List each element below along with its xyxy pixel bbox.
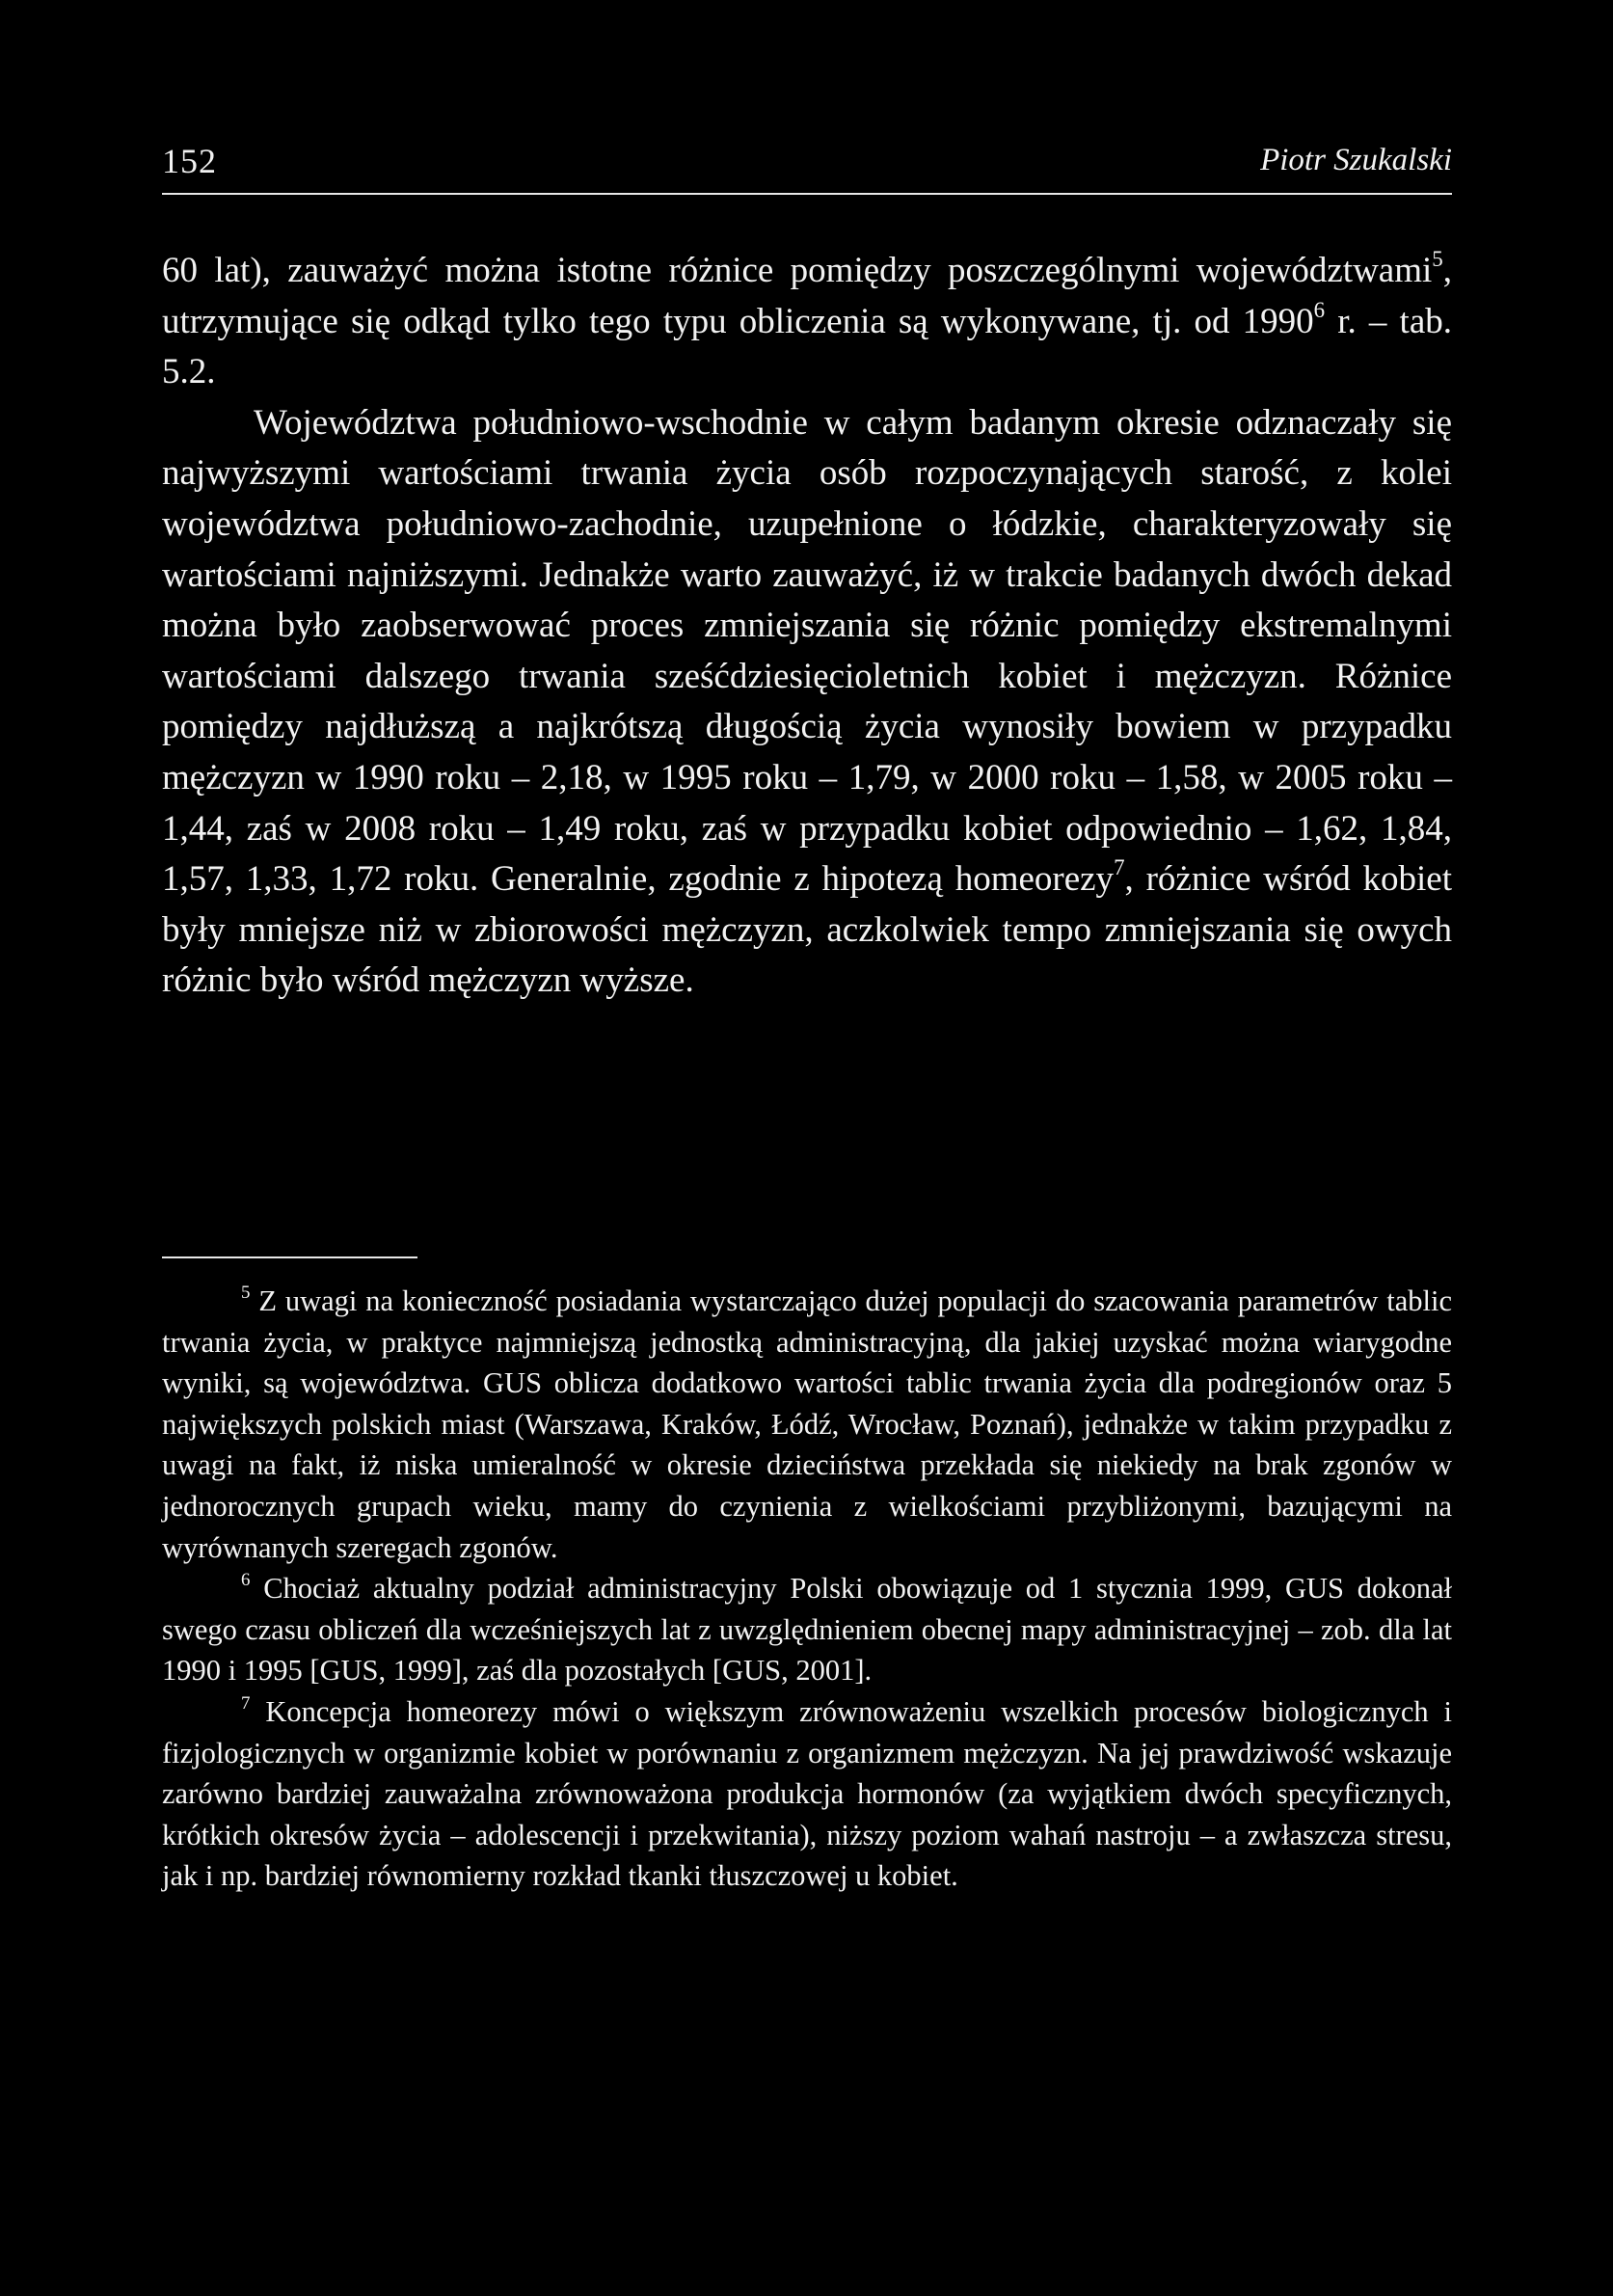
footnote-marker: 5 <box>241 1282 251 1303</box>
footnote-6 <box>162 1568 1452 1691</box>
paragraph-1-text-b: , utrzymujące się odkąd tylko tego typu obliczenia są wykonywane, tj. od 1990 <box>162 251 1452 341</box>
footnote-ref-6[interactable]: 6 <box>1313 297 1326 322</box>
footnote-marker: 6 <box>241 1569 251 1590</box>
paragraph-1-text-a: 60 lat), zauważyć można istotne różnice pomiędzy poszczególnymi województwami <box>162 251 1433 290</box>
footnotes <box>162 1281 1452 1897</box>
running-head-author: Piotr Szukalski <box>1260 143 1452 177</box>
footnote-marker: 7 <box>241 1692 251 1714</box>
paragraph-2-text-a: Województwa południowo-wschodnie w całym badanym okresie odznaczały się najwyższymi wartościami trwania życia osób rozpoczynających starość, z kolei województwa południowo-zachodnie, uzupełnione o łódzkie, charakteryzowały się wartościami najniższymi. Jednakże warto zauważyć, iż w trakcie badanych dwóch dekad można było zaobserwować proces zmniejszania się różnic pomiędzy ekstremalnymi wartościami dalszego trwania sześćdziesięcioletnich kobiet i mężczyzn. Różnice pomiędzy najdłuższą a najkrótszą długością życia wynosiły bowiem w przypadku mężczyzn w 1990 roku – 2,18, w 1995 roku – 1,79, w 2000 roku – 1,58, w 2005 roku – 1,44, zaś w 2008 roku – 1,49 roku, zaś w przypadku kobiet odpowiednio – 1,62, 1,84, 1,57, 1,33, 1,72 roku. Generalnie, zgodnie z hipotezą homeorezy <box>162 402 1452 900</box>
page-header <box>162 135 1452 195</box>
footnote-separator <box>162 1256 417 1258</box>
paragraph-2-text-b: , różnice wśród kobiet były mniejsze niż w zbiorowości mężczyzn, aczkolwiek tempo zmniejszania się owych różnic było wśród mężczyzn wyższe. <box>162 859 1452 1001</box>
paragraph-2 <box>162 398 1452 1007</box>
body-text <box>162 246 1452 1007</box>
footnote-ref-5[interactable]: 5 <box>1432 246 1443 271</box>
footnote-text: Chociaż aktualny podział administracyjny Polski obowiązuje od 1 stycznia 1999, GUS dokonał swego czasu obliczeń dla wcześniejszych lat z uwzględnieniem obecnej mapy administracyjnej – zob. dla lat 1990 i 1995 [GUS, 1999], zaś dla pozostałych [GUS, 2001]. <box>162 1572 1452 1688</box>
footnote-ref-7[interactable]: 7 <box>1114 855 1125 880</box>
paragraph-1 <box>162 246 1452 398</box>
footnote-7 <box>162 1691 1452 1897</box>
page-number: 152 <box>162 142 217 180</box>
footnote-5 <box>162 1281 1452 1568</box>
footnote-text: Koncepcja homeorezy mówi o większym zrównoważeniu wszelkich procesów biologicznych i fizjologicznych w organizmie kobiet w porównaniu z organizmem mężczyzn. Na jej prawdziwość wskazuje zarówno bardziej zauważalna zrównoważona produkcja hormonów (za wyjątkiem dwóch specyficznych, krótkich okresów życia – adolescencji i przekwitania), niższy poziom wahań nastroju – a zwłaszcza stresu, jak i np. bardziej równomierny rozkład tkanki tłuszczowej u kobiet. <box>162 1694 1452 1893</box>
footnote-text: Z uwagi na konieczność posiadania wystarczająco dużej populacji do szacowania parametrów tablic trwania życia, w praktyce najmniejszą jednostką administracyjną, dla jakiej uzyskać można wiarygodne wyniki, są województwa. GUS oblicza dodatkowo wartości tablic trwania życia dla podregionów oraz 5 największych polskich miast (Warszawa, Kraków, Łódź, Wrocław, Poznań), jednakże w takim przypadku z uwagi na fakt, iż niska umieralność w okresie dzieciństwa przekłada się niekiedy na brak zgonów w jednorocznych grupach wieku, mamy do czynienia z wielkościami przybliżonymi, bazującymi na wyrównanych szeregach zgonów. <box>162 1284 1452 1564</box>
paragraph-1-text-c: r. – tab. 5.2. <box>162 301 1452 392</box>
